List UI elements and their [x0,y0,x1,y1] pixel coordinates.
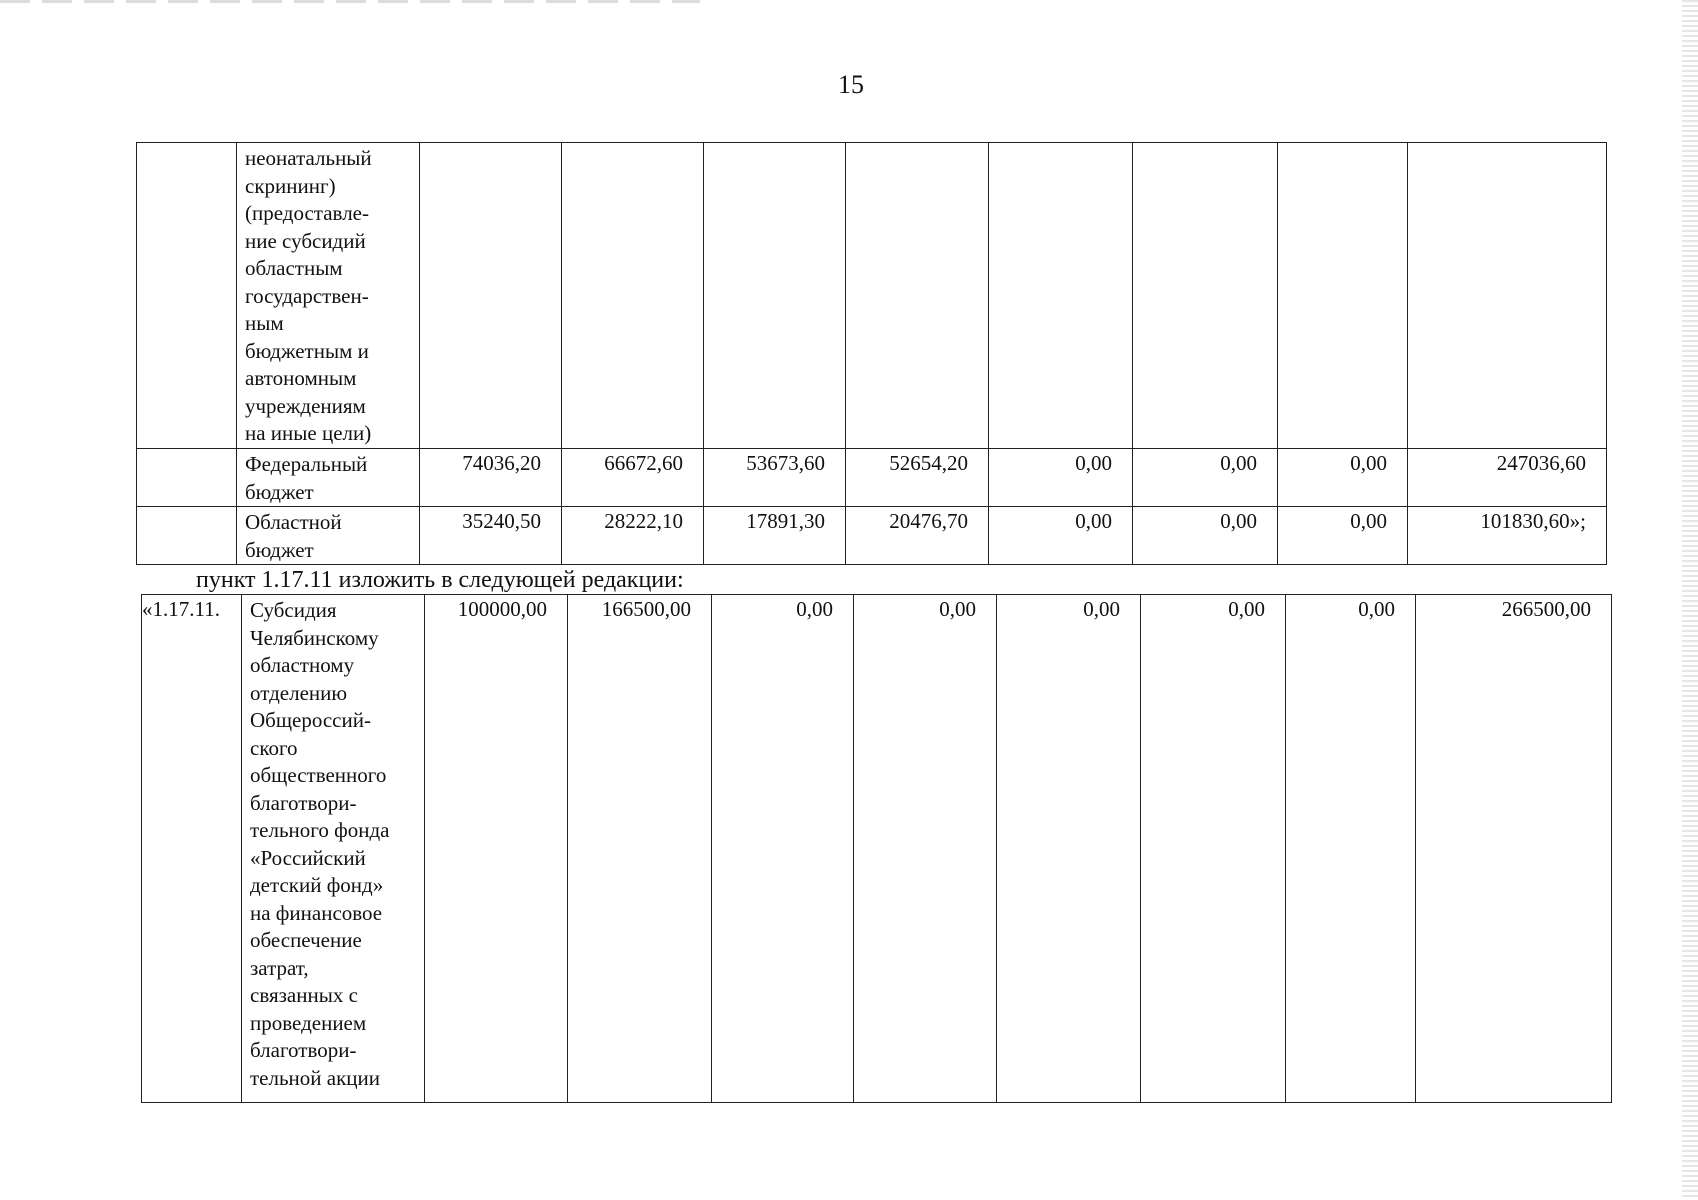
row-description [237,507,420,565]
value-cell: 53673,60 [704,449,846,507]
value-cell: 0,00 [997,595,1141,1103]
description-line: Областной [245,510,342,534]
description-line: тельного фонда [250,818,390,842]
table2-body [142,595,1612,1103]
row-code [137,143,237,449]
value-cell: 0,00 [1278,449,1408,507]
page-number: 15 [838,70,864,99]
value-cell [1278,143,1408,449]
value-cell: 0,00 [989,507,1133,565]
row-description [237,449,420,507]
description-line: Федеральный [245,452,368,476]
description-line: областным [245,256,343,280]
amendment-intro: пункт 1.17.11 изложить в следующей редакции: [196,567,684,593]
value-cell [1408,143,1607,449]
description-line: Челябинскому [250,625,379,650]
table-row [137,449,1607,507]
description-line: детский фонд» [250,873,384,897]
value-cell: 0,00 [1286,595,1416,1103]
description-line: ным [245,311,284,335]
value-cell: 74036,20 [420,449,562,507]
description-line: Общероссий- [250,708,371,732]
row-code [137,507,237,565]
description-line: общественного [250,763,387,787]
table-row [137,143,1607,449]
description-line: ского [250,735,298,760]
description-line: областному [250,653,355,677]
value-cell [420,143,562,449]
description-line: проведением [250,1010,367,1035]
description-line: (предоставле- [245,201,369,225]
value-cell [989,143,1133,449]
value-cell [562,143,704,449]
value-cell [846,143,989,449]
value-cell: 52654,20 [846,449,989,507]
value-cell: 0,00 [712,595,854,1103]
value-cell: 247036,60 [1408,449,1607,507]
description-line: отделению [250,680,348,705]
row-code [137,449,237,507]
value-cell: 101830,60»; [1408,507,1607,565]
description-line: на финансовое [250,900,383,925]
description-line: ние субсидий [245,228,366,253]
description-line: Субсидия [250,598,337,622]
budget-table-continued [136,142,1607,565]
value-cell: 35240,50 [420,507,562,565]
value-cell: 28222,10 [562,507,704,565]
value-cell: 0,00 [1133,449,1278,507]
description-line: автономным [245,366,357,390]
description-line: на иные цели) [245,421,372,445]
description-line: затрат, [250,955,309,980]
description-line: связанных с [250,983,358,1007]
description-line: учреждениям [245,393,366,418]
value-cell [704,143,846,449]
scan-top-artifact [0,0,700,3]
value-cell: 266500,00 [1416,595,1612,1103]
row-description [242,595,425,1103]
description-line: государствен- [245,283,369,308]
description-line: обеспечение [250,928,362,952]
table-row [142,595,1612,1103]
description-line: бюджет [245,537,314,562]
description-line: благотвори- [250,790,357,815]
value-cell: 66672,60 [562,449,704,507]
value-cell: 100000,00 [425,595,568,1103]
description-line: благотвори- [250,1038,357,1062]
description-line: неонатальный [245,146,372,170]
description-line: тельной акции [250,1065,381,1090]
value-cell: 0,00 [854,595,997,1103]
description-line: «Российский [250,845,366,870]
table1-body [137,143,1607,565]
description-line: бюджет [245,479,314,504]
value-cell: 20476,70 [846,507,989,565]
row-code: «1.17.11. [142,595,242,1103]
description-line: скрининг) [245,173,336,198]
value-cell: 0,00 [1141,595,1286,1103]
description-line: бюджетным и [245,338,369,363]
value-cell: 0,00 [989,449,1133,507]
row-description [237,143,420,449]
value-cell: 0,00 [1278,507,1408,565]
value-cell [1133,143,1278,449]
value-cell: 0,00 [1133,507,1278,565]
budget-table-amended [141,594,1612,1103]
value-cell: 17891,30 [704,507,846,565]
value-cell: 166500,00 [568,595,712,1103]
table-row [137,507,1607,565]
scan-edge-artifact [1682,0,1698,1200]
